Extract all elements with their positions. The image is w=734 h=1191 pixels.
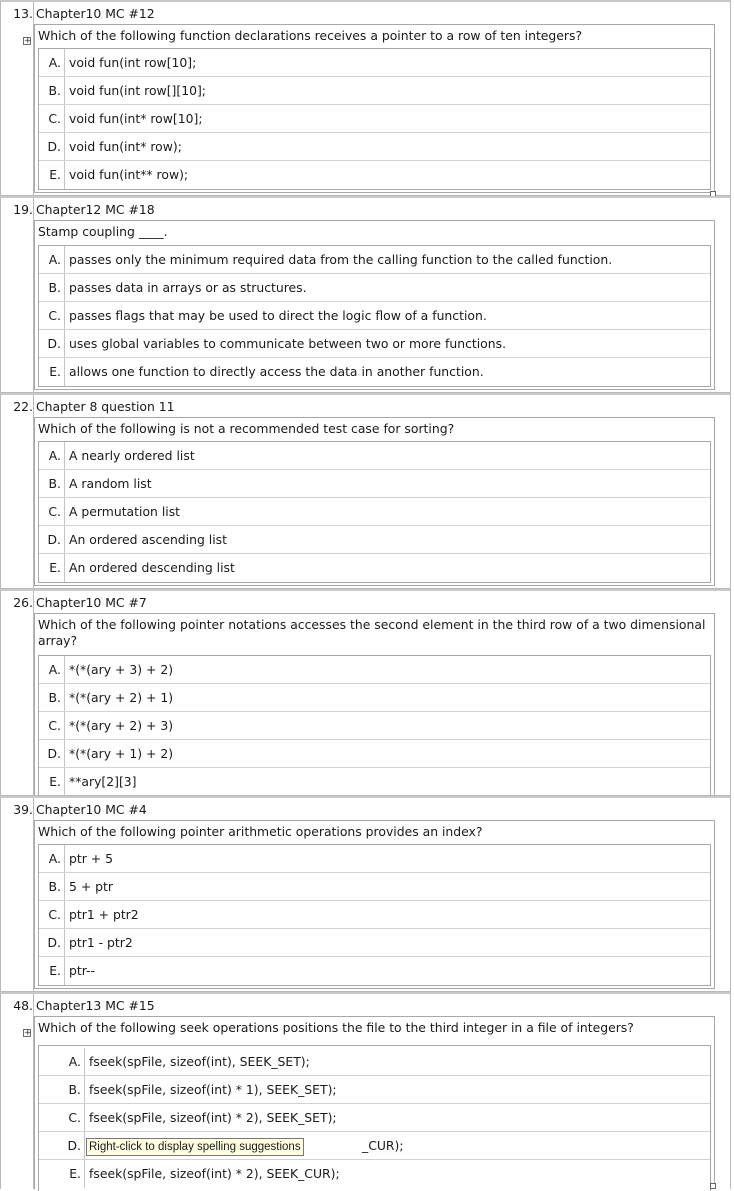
question-box[interactable] — [34, 820, 715, 989]
question-title: Chapter13 MC #15 — [36, 998, 155, 1013]
option-label: D. — [39, 929, 65, 956]
option-text[interactable]: ptr1 - ptr2 — [69, 935, 133, 950]
spelling-tooltip: Right-click to display spelling suggestions — [86, 1138, 304, 1156]
question-number: 39. — [13, 802, 33, 817]
option-text[interactable]: void fun(int row[10]; — [69, 55, 197, 70]
option-label: D. — [39, 740, 65, 767]
option-text[interactable]: fseek(spFile, sizeof(int) * 1), SEEK_SET); — [89, 1082, 337, 1097]
option-label: B. — [39, 77, 65, 104]
question-text: Which of the following pointer notations accesses the second element in the third row of a two dimensional array? — [38, 617, 706, 648]
option-row[interactable] — [39, 470, 710, 498]
option-text[interactable]: void fun(int row[][10]; — [69, 83, 206, 98]
option-text[interactable]: void fun(int** row); — [69, 167, 189, 182]
option-label: A. — [39, 49, 65, 76]
option-label: A. — [39, 1048, 85, 1075]
option-label: E. — [39, 358, 65, 386]
option-row[interactable] — [39, 901, 710, 929]
option-row[interactable] — [39, 656, 710, 684]
question-number: 19. — [13, 202, 33, 217]
option-label: B. — [39, 470, 65, 497]
question-title: Chapter12 MC #18 — [36, 202, 155, 217]
option-row[interactable] — [39, 77, 710, 105]
option-row[interactable] — [39, 302, 710, 330]
option-label: C. — [39, 105, 65, 132]
option-text[interactable]: A nearly ordered list — [69, 448, 195, 463]
option-label: A. — [39, 845, 65, 872]
option-label: D. — [39, 330, 65, 357]
question-block-13 — [0, 0, 731, 196]
options-table[interactable] — [38, 844, 711, 986]
option-text[interactable]: void fun(int* row); — [69, 139, 182, 154]
option-text[interactable]: allows one function to directly access the data in another function. — [69, 364, 484, 379]
option-row[interactable] — [39, 161, 710, 189]
option-label: C. — [39, 712, 65, 739]
option-text[interactable]: passes flags that may be used to direct the logic flow of a function. — [69, 308, 487, 323]
question-box[interactable] — [34, 1016, 715, 1189]
option-row[interactable] — [39, 330, 710, 358]
question-number: 48. — [13, 998, 33, 1013]
question-block-39 — [0, 796, 731, 992]
question-box[interactable] — [34, 417, 715, 586]
option-label: B. — [39, 1076, 85, 1103]
option-row[interactable] — [39, 358, 710, 386]
option-row[interactable] — [39, 1048, 710, 1076]
question-text: Which of the following seek operations positions the file to the third integer in a file of integers? — [38, 1020, 634, 1035]
options-table[interactable] — [38, 245, 711, 387]
option-label: E. — [39, 768, 65, 796]
question-text: Which of the following is not a recommended test case for sorting? — [38, 421, 455, 436]
option-text[interactable]: fseek(spFile, sizeof(int) * 2), SEEK_SET); — [89, 1110, 337, 1125]
question-title: Chapter10 MC #4 — [36, 802, 147, 817]
question-block-22 — [0, 393, 731, 589]
option-label: A. — [39, 442, 65, 469]
options-table[interactable] — [38, 1045, 711, 1191]
option-row[interactable] — [39, 105, 710, 133]
option-row[interactable] — [39, 929, 710, 957]
option-text[interactable]: fseek(spFile, sizeof(int) * 2), SEEK_CUR); — [89, 1166, 340, 1181]
options-table[interactable] — [38, 48, 711, 190]
option-row[interactable] — [39, 1104, 710, 1132]
option-row[interactable] — [39, 1076, 710, 1104]
option-row[interactable] — [39, 49, 710, 77]
option-row[interactable] — [39, 526, 710, 554]
option-text[interactable]: An ordered descending list — [69, 560, 235, 575]
option-label: B. — [39, 873, 65, 900]
option-label: E. — [39, 554, 65, 582]
question-box[interactable] — [34, 220, 715, 390]
question-title: Chapter 8 question 11 — [36, 399, 175, 414]
option-row[interactable] — [39, 274, 710, 302]
question-title: Chapter10 MC #12 — [36, 6, 155, 21]
option-row[interactable] — [39, 1160, 710, 1188]
option-text[interactable]: passes only the minimum required data from the calling function to the called function. — [69, 252, 613, 267]
option-row[interactable] — [39, 684, 710, 712]
option-text[interactable]: uses global variables to communicate between two or more functions. — [69, 336, 507, 351]
option-text[interactable]: *(*(ary + 3) + 2) — [69, 662, 174, 677]
option-label: A. — [39, 656, 65, 683]
option-row[interactable] — [39, 768, 710, 796]
question-box[interactable] — [34, 613, 715, 795]
option-label: C. — [39, 498, 65, 525]
option-text[interactable]: *(*(ary + 2) + 3) — [69, 718, 174, 733]
option-text[interactable]: fseek(spFile, sizeof(int), SEEK_SET); — [89, 1054, 310, 1069]
option-label: B. — [39, 684, 65, 711]
question-block-19 — [0, 196, 731, 393]
question-number: 22. — [13, 399, 33, 414]
resize-handle-icon[interactable] — [710, 1183, 716, 1189]
option-label: C. — [39, 1104, 85, 1131]
option-text[interactable]: **ary[2][3] — [69, 774, 137, 789]
option-label: D. — [39, 133, 65, 160]
option-row[interactable] — [39, 957, 710, 985]
option-text[interactable]: ptr-- — [69, 963, 95, 978]
question-text: Stamp coupling ____. — [38, 224, 168, 239]
option-text[interactable]: passes data in arrays or as structures. — [69, 280, 307, 295]
option-text[interactable]: ptr1 + ptr2 — [69, 907, 139, 922]
option-row[interactable] — [39, 246, 710, 274]
option-label: D. — [39, 1132, 85, 1159]
option-label: D. — [39, 526, 65, 553]
option-row[interactable] — [39, 498, 710, 526]
move-handle-icon[interactable]: + — [24, 36, 32, 46]
option-text[interactable]: A permutation list — [69, 504, 181, 519]
option-text[interactable]: An ordered ascending list — [69, 532, 227, 547]
option-text[interactable]: ptr + 5 — [69, 851, 113, 866]
option-text[interactable]: 5 + ptr — [69, 879, 113, 894]
question-box[interactable] — [34, 24, 715, 193]
option-text[interactable]: _CUR); — [362, 1138, 404, 1153]
move-handle-icon[interactable]: + — [24, 1028, 32, 1038]
option-label: A. — [39, 246, 65, 273]
option-row[interactable] — [39, 442, 710, 470]
question-number: 13. — [13, 6, 33, 21]
option-row[interactable] — [39, 712, 710, 740]
question-number: 26. — [13, 595, 33, 610]
option-row[interactable] — [39, 554, 710, 582]
option-label: C. — [39, 302, 65, 329]
options-table[interactable] — [38, 655, 711, 797]
question-title: Chapter10 MC #7 — [36, 595, 147, 610]
option-row[interactable] — [39, 873, 710, 901]
option-label: E. — [39, 957, 65, 985]
question-block-26 — [0, 589, 731, 796]
option-row[interactable] — [39, 133, 710, 161]
option-row[interactable] — [39, 845, 710, 873]
question-text: Which of the following pointer arithmetic operations provides an index? — [38, 824, 483, 839]
option-text[interactable]: A random list — [69, 476, 152, 491]
option-text[interactable]: *(*(ary + 2) + 1) — [69, 690, 174, 705]
option-label: B. — [39, 274, 65, 301]
question-block-48 — [0, 992, 731, 1189]
options-table[interactable] — [38, 441, 711, 583]
option-label: C. — [39, 901, 65, 928]
option-label: E. — [39, 1160, 85, 1188]
option-text[interactable]: void fun(int* row[10]; — [69, 111, 203, 126]
option-row[interactable] — [39, 740, 710, 768]
option-text[interactable]: *(*(ary + 1) + 2) — [69, 746, 174, 761]
question-text: Which of the following function declarations receives a pointer to a row of ten integers? — [38, 28, 583, 43]
option-label: E. — [39, 161, 65, 189]
